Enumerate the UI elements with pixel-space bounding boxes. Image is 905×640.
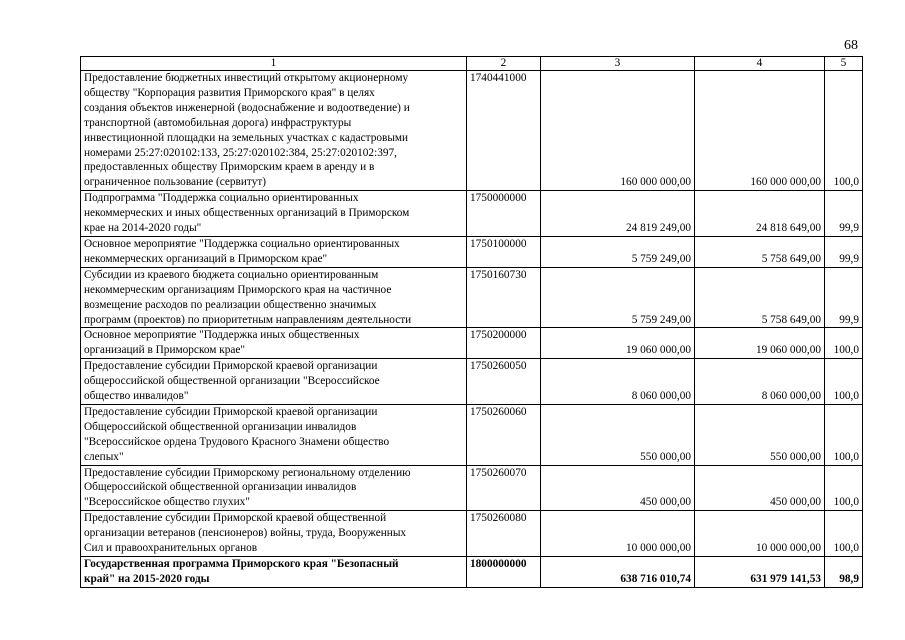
row-description (81, 359, 467, 405)
row-fact-amount: 19 060 000,00 (695, 328, 825, 359)
row-percent: 98,9 (825, 557, 863, 588)
description-line: ограниченное пользование (сервитут) (84, 176, 267, 189)
description-line: "Всероссийское общество глухих" (84, 496, 250, 509)
description-line: организаций в Приморском крае" (84, 344, 246, 357)
row-fact-amount: 24 818 649,00 (695, 191, 825, 237)
description-line: Сил и правоохранительных органов (84, 542, 258, 555)
row-description (81, 71, 467, 191)
row-fact-amount: 631 979 141,53 (695, 557, 825, 588)
row-plan-amount: 10 000 000,00 (541, 511, 695, 557)
row-plan-amount: 5 759 249,00 (541, 236, 695, 267)
description-line: некоммерческим организациям Приморского края на частичное (84, 283, 392, 296)
description-line: инвестиционной площадки на земельных участках с кадастровыми (84, 131, 409, 144)
table-row (81, 267, 863, 328)
description-line: возмещение расходов по реализации общественно значимых (84, 298, 377, 311)
row-fact-amount: 550 000,00 (695, 404, 825, 465)
row-plan-amount: 5 759 249,00 (541, 267, 695, 328)
row-plan-amount: 8 060 000,00 (541, 359, 695, 405)
description-line: некоммерческих организаций в Приморском крае" (84, 252, 328, 265)
description-line: крае на 2014-2020 годы" (84, 222, 202, 235)
row-code: 1750160730 (467, 267, 541, 328)
row-code: 1800000000 (467, 557, 541, 588)
row-description (81, 404, 467, 465)
row-code: 1750260060 (467, 404, 541, 465)
row-fact-amount: 450 000,00 (695, 465, 825, 511)
description-line: программ (проектов) по приоритетным направлениям деятельности (84, 313, 412, 326)
row-description (81, 191, 467, 237)
row-plan-amount: 24 819 249,00 (541, 191, 695, 237)
description-line: Общероссийской общественной организации инвалидов (84, 420, 357, 433)
table-row (81, 191, 863, 237)
row-percent: 100,0 (825, 511, 863, 557)
description-line: номерами 25:27:020102:133, 25:27:020102:384, 25:27:020102:397, (84, 146, 397, 159)
table-row (81, 511, 863, 557)
row-description (81, 236, 467, 267)
row-percent: 100,0 (825, 465, 863, 511)
row-fact-amount: 5 758 649,00 (695, 267, 825, 328)
table-row (81, 328, 863, 359)
page-number: 68 (844, 38, 858, 53)
description-line: предоставленных обществу Приморским краем в аренду и в (84, 161, 375, 174)
row-plan-amount: 550 000,00 (541, 404, 695, 465)
row-code: 1740441000 (467, 71, 541, 191)
description-line: общество инвалидов" (84, 390, 189, 403)
table-row (81, 236, 863, 267)
table-row (81, 465, 863, 511)
description-line: Государственная программа Приморского края "Безопасный (84, 558, 399, 570)
table-row (81, 557, 863, 588)
row-percent: 100,0 (825, 359, 863, 405)
row-percent: 100,0 (825, 71, 863, 191)
row-code: 1750260050 (467, 359, 541, 405)
header-col-2: 2 (467, 57, 541, 71)
row-percent: 99,9 (825, 267, 863, 328)
description-line: создания объектов инженерной (водоснабжение и водоотведение) и (84, 101, 410, 114)
header-col-3: 3 (541, 57, 695, 71)
description-line: Предоставление бюджетных инвестиций открытому акционерному (84, 72, 409, 84)
description-line: слепых" (84, 450, 124, 463)
header-col-5: 5 (825, 57, 863, 71)
description-line: "Всероссийское ордена Трудового Красного Знамени общество (84, 435, 390, 448)
row-fact-amount: 5 758 649,00 (695, 236, 825, 267)
row-code: 1750000000 (467, 191, 541, 237)
description-line: транспортной (автомобильная дорога) инфраструктуры (84, 116, 352, 129)
row-fact-amount: 8 060 000,00 (695, 359, 825, 405)
header-col-4: 4 (695, 57, 825, 71)
description-line: Предоставление субсидии Приморскому региональному отделению (84, 466, 411, 479)
row-description (81, 328, 467, 359)
description-line: организации ветеранов (пенсионеров) войны, труда, Вооруженных (84, 527, 407, 540)
description-line: Предоставление субсидии Приморской краевой общественной (84, 512, 387, 525)
row-fact-amount: 10 000 000,00 (695, 511, 825, 557)
row-plan-amount: 450 000,00 (541, 465, 695, 511)
row-plan-amount: 638 716 010,74 (541, 557, 695, 588)
row-plan-amount: 160 000 000,00 (541, 71, 695, 191)
description-line: Основное мероприятие "Поддержка иных общественных (84, 329, 360, 342)
row-description (81, 557, 467, 588)
row-code: 1750100000 (467, 236, 541, 267)
row-code: 1750260070 (467, 465, 541, 511)
budget-table (80, 56, 863, 588)
row-plan-amount: 19 060 000,00 (541, 328, 695, 359)
row-description (81, 511, 467, 557)
description-line: Основное мероприятие "Поддержка социально ориентированных (84, 237, 400, 250)
row-percent: 100,0 (825, 404, 863, 465)
description-line: край" на 2015-2020 годы (84, 572, 210, 585)
table-row (81, 404, 863, 465)
row-description (81, 267, 467, 328)
header-col-1: 1 (81, 57, 467, 71)
table-row (81, 359, 863, 405)
row-description (81, 465, 467, 511)
table-row (81, 71, 863, 191)
description-line: Предоставление субсидии Приморской краевой организации (84, 405, 378, 418)
row-percent: 99,9 (825, 191, 863, 237)
description-line: общероссийской общественной организации "Всероссийское (84, 375, 380, 388)
row-percent: 99,9 (825, 236, 863, 267)
description-line: Общероссийской общественной организации инвалидов (84, 481, 357, 494)
description-line: Подпрограмма "Поддержка социально ориентированных (84, 192, 359, 205)
row-fact-amount: 160 000 000,00 (695, 71, 825, 191)
row-percent: 100,0 (825, 328, 863, 359)
description-line: Субсидии из краевого бюджета социально ориентированным (84, 268, 379, 281)
row-code: 1750200000 (467, 328, 541, 359)
table-header-row (81, 57, 863, 71)
row-code: 1750260080 (467, 511, 541, 557)
description-line: обществу "Корпорация развития Приморского края" в целях (84, 86, 375, 99)
description-line: Предоставление субсидии Приморской краевой организации (84, 360, 378, 373)
description-line: некоммерческих и иных общественных организаций в Приморском (84, 207, 410, 220)
